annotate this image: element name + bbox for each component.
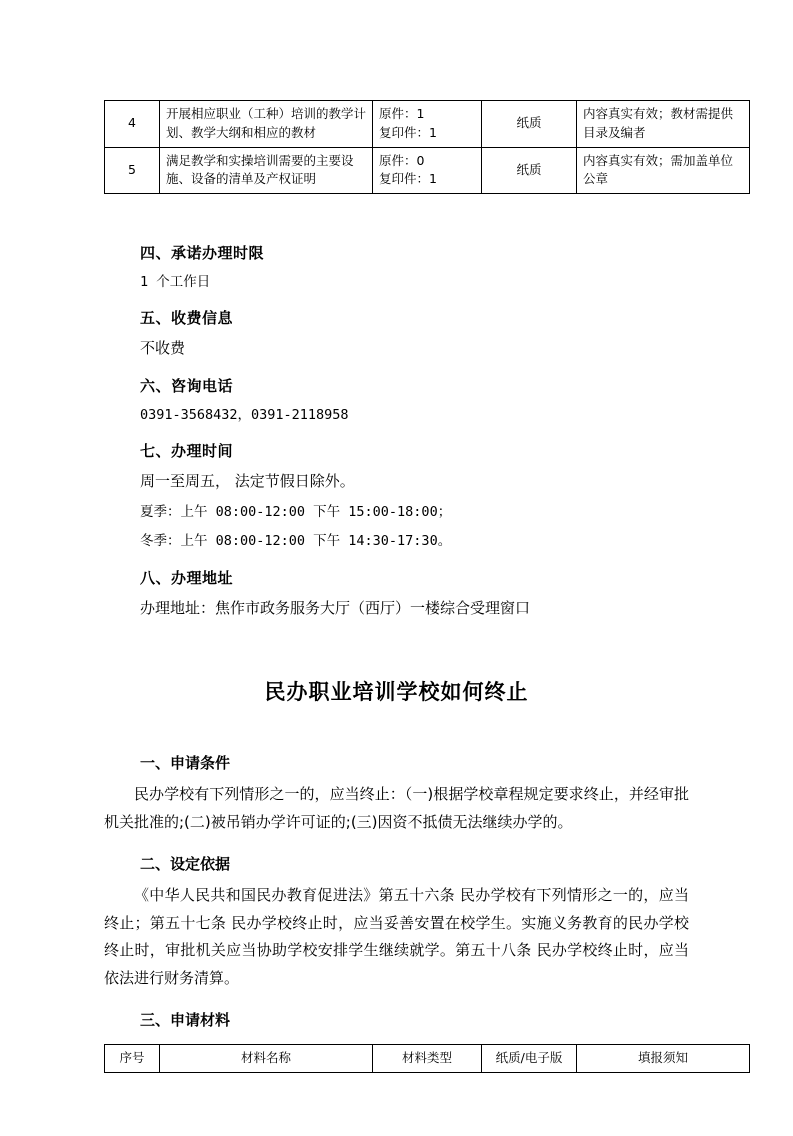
header-material-name: 材料名称 (160, 1044, 373, 1072)
article-paragraph-basis: 《中华人民共和国民办教育促进法》第五十六条 民办学校有下列情形之一的，应当终止；第五十七条 民办学校终止时，应当妥善安置在校学生。实施义务教育的民办学校终止时，审批机关应当协助学校安排学生继续就学。第五十八条 民办学校终止时，应当依法进行财务清算。 (104, 885, 689, 988)
header-material-type: 材料类型 (373, 1044, 482, 1072)
table-header-row (105, 1044, 750, 1072)
article-paragraph-conditions: 民办学校有下列情形之一的，应当终止：（一)根据学校章程规定要求终止，并经审批机关批准的;(二)被吊销办学许可证的;(三)因资不抵债无法继续办学的。 (104, 785, 689, 832)
section-heading-deadline: 四、承诺办理时限 (140, 244, 265, 262)
section-text-address: 办理地址：焦作市政务服务大厅（西厅）一楼综合受理窗口 (140, 598, 531, 617)
article-heading-materials: 三、申请材料 (140, 1010, 231, 1029)
type-line-original: 原件：0 (379, 152, 425, 168)
header-paper-type: 纸质/电子版 (482, 1044, 577, 1072)
type-line-copy: 复印件：1 (379, 171, 437, 187)
materials-table-continued (104, 100, 750, 194)
cell-material-name: 满足教学和实操培训需要的主要设施、设备的清单及产权证明 (160, 147, 373, 194)
section-heading-fees: 五、收费信息 (140, 309, 234, 328)
section-text-office-hours: 周一至周五， 法定节假日除外。 (140, 472, 355, 491)
section-heading-office-hours: 七、办理时间 (140, 442, 234, 461)
type-line-original: 原件：1 (379, 106, 425, 121)
header-seq: 序号 (105, 1044, 160, 1072)
document-page (0, 14, 793, 1136)
section-text-deadline: 1 个工作日 (140, 274, 211, 290)
materials-table-continued-wrap (104, 14, 734, 194)
materials-table (104, 1044, 750, 1073)
cell-material-type (373, 101, 482, 148)
cell-note: 内容真实有效；需加盖单位公章 (577, 147, 750, 194)
cell-seq: 5 (105, 147, 160, 194)
type-line-copy: 复印件：1 (379, 124, 437, 140)
header-note: 填报须知 (577, 1044, 750, 1072)
cell-paper-type: 纸质 (482, 147, 577, 194)
table-row (105, 147, 750, 194)
table-row (105, 101, 750, 148)
cell-note: 内容真实有效；教材需提供目录及编者 (577, 101, 750, 148)
article-heading-basis: 二、设定依据 (140, 854, 231, 873)
section-heading-address: 八、办理地址 (140, 568, 234, 587)
cell-material-type (373, 147, 482, 194)
office-hours-summer: 夏季：上午 08:00-12:00 下午 15:00-18:00； (140, 504, 452, 521)
cell-material-name: 开展相应职业（工种）培训的教学计划、教学大纲和相应的教材 (160, 101, 373, 148)
materials-table-wrap (104, 1044, 689, 1073)
spacer (104, 194, 689, 228)
section-text-fees: 不收费 (140, 339, 186, 358)
cell-seq: 4 (105, 101, 160, 148)
office-hours-winter: 冬季：上午 08:00-12:00 下午 14:30-17:30。 (140, 533, 452, 550)
cell-paper-type: 纸质 (482, 101, 577, 148)
section-heading-phone: 六、咨询电话 (140, 377, 234, 396)
section-text-phone: 0391-3568432，0391-2118958 (140, 407, 349, 424)
page-title: 民办职业培训学校如何终止 (264, 680, 529, 705)
article-heading-conditions: 一、申请条件 (140, 754, 231, 773)
